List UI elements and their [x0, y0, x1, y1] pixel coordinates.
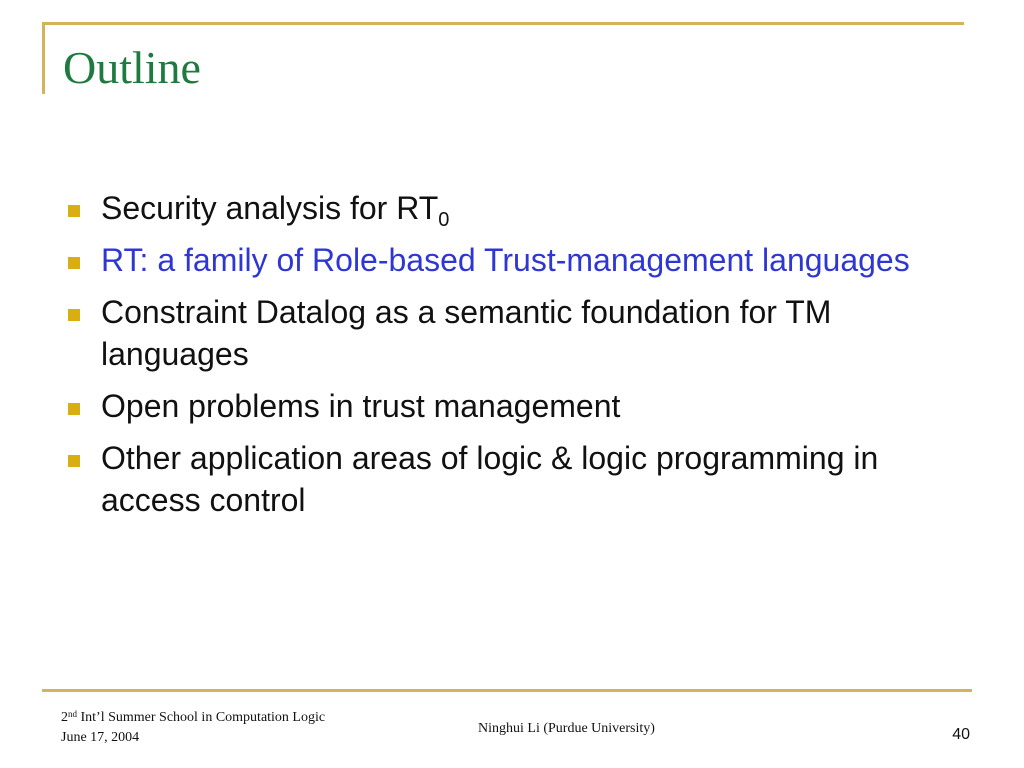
square-bullet-icon: [68, 205, 80, 217]
square-bullet-icon: [68, 257, 80, 269]
square-bullet-icon: [68, 403, 80, 415]
footer-event-line: [61, 708, 325, 728]
bullet-text: Security analysis for RT: [101, 190, 439, 226]
bullet-text: RT: a family of Role-based Trust-management languages: [101, 242, 910, 278]
page-number: 40: [952, 726, 970, 743]
event-name: Int’l Summer School in Computation Logic: [77, 710, 326, 725]
bullet-text: Other application areas of logic & logic programming in access control: [101, 440, 879, 518]
left-decorative-line: [42, 22, 45, 94]
bullet-other-applications: [64, 437, 964, 521]
bullet-subscript: 0: [438, 209, 450, 231]
bullet-text: Open problems in trust management: [101, 388, 621, 424]
slide-title: Outline: [63, 42, 201, 93]
bullet-rt-family: [64, 239, 964, 281]
bullet-security-analysis: [64, 187, 964, 229]
bottom-decorative-line: [42, 689, 972, 692]
footer-author: Ninghui Li (Purdue University): [478, 721, 655, 736]
bullet-text: Constraint Datalog as a semantic foundation for TM languages: [101, 294, 832, 372]
footer-event-info: [61, 708, 325, 748]
event-number: 2: [61, 710, 68, 725]
bullet-constraint-datalog: [64, 291, 964, 375]
top-decorative-line: [42, 22, 964, 25]
square-bullet-icon: [68, 455, 80, 467]
event-number-superscript: nd: [68, 709, 77, 719]
outline-bullet-list: [64, 187, 964, 531]
bullet-open-problems: [64, 385, 964, 427]
footer-date: June 17, 2004: [61, 730, 140, 745]
square-bullet-icon: [68, 309, 80, 321]
